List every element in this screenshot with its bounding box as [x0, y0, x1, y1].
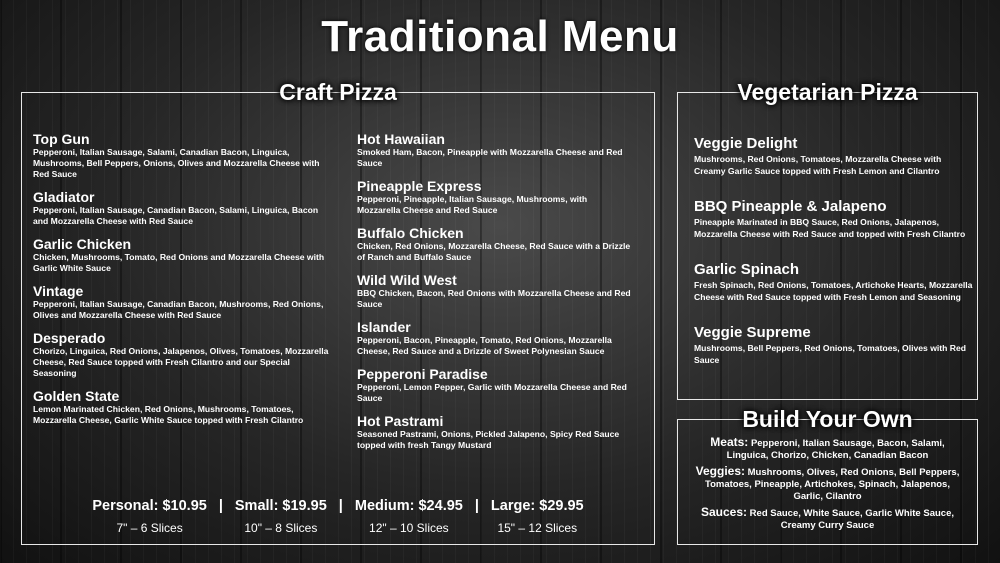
price-label: Personal: $10.95 [92, 498, 207, 514]
item-desc: Smoked Ham, Bacon, Pineapple with Mozzarella Cheese and Red Sauce [357, 147, 623, 168]
menu-item [357, 225, 632, 263]
item-name: Garlic Spinach [694, 261, 800, 278]
meats-line [690, 436, 965, 462]
menu-item [357, 319, 632, 357]
item-name: Top Gun [33, 131, 90, 147]
price-separator: | [474, 498, 479, 514]
menu-item [357, 131, 632, 169]
size-label: 12" – 10 Slices [369, 521, 449, 535]
menu-item [357, 178, 632, 216]
item-name: Buffalo Chicken [357, 225, 464, 241]
item-desc: Chorizo, Linguica, Red Onions, Jalapenos, Olives, Tomatoes, Mozzarella Cheese, Red Sauce topped with Fresh Cilantro and our Special Seasoning [33, 346, 329, 378]
item-name: Veggie Delight [694, 135, 798, 152]
item-desc: Pepperoni, Italian Sausage, Canadian Bacon, Mushrooms, Red Onions, Olives and Mozzarella Cheese with Red Sauce [33, 299, 324, 320]
item-name: Gladiator [33, 189, 95, 205]
price-personal [92, 497, 206, 537]
item-desc: Chicken, Red Onions, Mozzarella Cheese, Red Sauce with a Drizzle of Ranch and Buffalo Sauce [357, 241, 631, 262]
item-name: Garlic Chicken [33, 236, 132, 252]
item-name: Desperado [33, 330, 106, 346]
item-name: Islander [357, 319, 411, 335]
veggies-label: Veggies: [695, 464, 745, 478]
build-your-own-panel [677, 406, 978, 545]
item-name: Veggie Supreme [694, 324, 811, 341]
menu-item [694, 324, 974, 366]
size-label: 10" – 8 Slices [244, 521, 318, 535]
item-desc: Fresh Spinach, Red Onions, Tomatoes, Artichoke Hearts, Mozzarella Cheese with Red Sauce topped with Fresh Lemon and Seasoning [694, 280, 973, 302]
vegetarian-pizza-heading: Vegetarian Pizza [737, 79, 918, 105]
item-desc: Pineapple Marinated in BBQ Sauce, Red Onions, Jalapenos, Mozzarella Cheese with Red Sauce and topped with Fresh Cilantro [694, 217, 966, 239]
meats-label: Meats: [710, 435, 749, 449]
sauces-label: Sauces: [701, 505, 748, 519]
item-desc: BBQ Chicken, Bacon, Red Onions with Mozzarella Cheese and Red Sauce [357, 288, 631, 309]
menu-item [33, 131, 333, 180]
size-label: 7" – 6 Slices [116, 521, 183, 535]
price-medium [355, 497, 463, 537]
item-name: Golden State [33, 388, 120, 404]
price-label: Small: $19.95 [234, 498, 327, 514]
sauces-line [690, 506, 965, 532]
sauces-text: Red Sauce, White Sauce, Garlic White Sauce, Creamy Curry Sauce [749, 508, 954, 531]
menu-item [694, 135, 974, 177]
size-label: 15" – 12 Slices [497, 521, 578, 535]
menu-item [33, 236, 333, 274]
craft-left-column [33, 131, 333, 435]
menu-item [33, 330, 333, 379]
item-desc: Pepperoni, Bacon, Pineapple, Tomato, Red Onions, Mozzarella Cheese, Red Sauce and a Drizzle of Sweet Polynesian Sauce [357, 335, 612, 356]
item-desc: Mushrooms, Bell Peppers, Red Onions, Tomatoes, Olives with Red Sauce [694, 343, 967, 365]
menu-item [694, 198, 974, 240]
craft-right-column [357, 131, 632, 460]
menu-item [357, 272, 632, 310]
craft-pizza-panel [21, 79, 655, 545]
build-your-own-heading: Build Your Own [742, 406, 913, 432]
item-desc: Pepperoni, Italian Sausage, Canadian Bacon, Salami, Linguica, Bacon and Mozzarella Cheese with Red Sauce [33, 205, 319, 226]
item-desc: Pepperoni, Lemon Pepper, Garlic with Mozzarella Cheese and Red Sauce [357, 382, 627, 403]
item-name: Wild Wild West [357, 272, 457, 288]
menu-item [694, 261, 974, 303]
menu-title: Traditional Menu [321, 12, 679, 61]
item-desc: Pepperoni, Italian Sausage, Salami, Canadian Bacon, Linguica, Mushrooms, Bell Peppers, Onions, Olives and Mozzarella Cheese with Red Sauce [33, 147, 320, 179]
veggies-text: Mushrooms, Olives, Red Onions, Bell Peppers, Tomatoes, Pineapple, Artichokes, Spinach, Jalapenos, Garlic, Cilantro [705, 467, 960, 502]
item-desc: Seasoned Pastrami, Onions, Pickled Jalapeno, Spicy Red Sauce topped with fresh Tangy Mustard [357, 429, 620, 450]
item-name: Hot Hawaiian [357, 131, 445, 147]
price-large [491, 497, 584, 537]
menu-item [33, 388, 333, 426]
item-name: BBQ Pineapple & Jalapeno [694, 198, 887, 215]
menu-item [33, 189, 333, 227]
veg-column [694, 135, 974, 387]
price-small [235, 497, 327, 537]
price-label: Medium: $24.95 [354, 498, 463, 514]
item-name: Hot Pastrami [357, 413, 444, 429]
item-name: Pineapple Express [357, 178, 482, 194]
item-name: Vintage [33, 283, 84, 299]
item-desc: Chicken, Mushrooms, Tomato, Red Onions and Mozzarella Cheese with Garlic White Sauce [33, 252, 325, 273]
item-desc: Lemon Marinated Chicken, Red Onions, Mushrooms, Tomatoes, Mozzarella Cheese, Garlic White Sauce topped with Fresh Cilantro [33, 404, 304, 425]
price-row [22, 497, 654, 537]
menu-item [357, 413, 632, 451]
menu-item [33, 283, 333, 321]
price-label: Large: $29.95 [490, 498, 584, 514]
build-column [690, 436, 965, 535]
veggies-line [690, 465, 965, 503]
item-name: Pepperoni Paradise [357, 366, 488, 382]
craft-pizza-heading: Craft Pizza [279, 79, 397, 105]
meats-text: Pepperoni, Italian Sausage, Bacon, Salami, Linguica, Chorizo, Chicken, Canadian Bacon [726, 438, 945, 461]
vegetarian-pizza-panel [677, 79, 978, 400]
price-separator: | [338, 498, 343, 514]
price-separator: | [218, 498, 223, 514]
menu-item [357, 366, 632, 404]
item-desc: Pepperoni, Pineapple, Italian Sausage, Mushrooms, with Mozzarella Cheese and Red Sauce [357, 194, 588, 215]
item-desc: Mushrooms, Red Onions, Tomatoes, Mozzarella Cheese with Creamy Garlic Sauce topped with Fresh Lemon and Cilantro [694, 154, 942, 176]
